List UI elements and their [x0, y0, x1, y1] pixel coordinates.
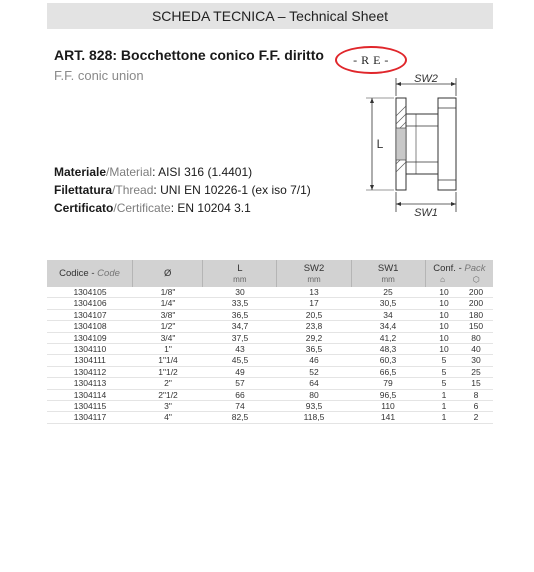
col-conf-label: Conf.: [433, 262, 456, 274]
cell-c2: 80: [471, 332, 481, 343]
spec-material: Materiale/Material: AISI 316 (1.4401): [54, 165, 253, 179]
spec-thread-key-en: Thread: [115, 183, 154, 197]
cell-l: 45,5: [231, 355, 249, 366]
cell-c1: 1: [441, 400, 447, 411]
cell-sw1: 34: [383, 309, 393, 320]
cell-l: 43: [235, 343, 245, 354]
col-l: [202, 260, 276, 287]
cell-sw2: 23,8: [305, 321, 323, 332]
package-icon: ⬡: [472, 274, 480, 284]
cell-c1: 10: [439, 321, 449, 332]
cell-sw2: 80: [309, 389, 319, 400]
col-sw1: [351, 260, 425, 287]
cell-c2: 200: [468, 298, 484, 309]
cell-code: 1304117: [73, 412, 107, 423]
article-subtitle: F.F. conic union: [54, 68, 144, 83]
cell-sw2: 20,5: [305, 309, 323, 320]
cell-c1: 5: [441, 366, 447, 377]
cell-c1: 5: [441, 378, 447, 389]
cell-sw2: 29,2: [305, 332, 323, 343]
spec-certificate: Certificato/Certificate: EN 10204 3.1: [54, 201, 251, 215]
cell-sw2: 64: [309, 378, 319, 389]
table-row: [47, 412, 493, 423]
col-pack-label: Pack: [464, 262, 486, 274]
col-l-unit: mm: [233, 274, 247, 284]
table-row: [47, 355, 493, 366]
cell-sw2: 46: [309, 355, 319, 366]
cell-l: 57: [235, 378, 245, 389]
cell-d: 4": [164, 412, 172, 423]
cell-sw1: 41,2: [379, 332, 397, 343]
col-conf: Conf. - Pack ⌂ ⬡: [425, 260, 493, 287]
cell-code: 1304111: [74, 355, 106, 366]
l-label: L: [376, 137, 384, 151]
cell-d: 3/4": [160, 332, 176, 343]
cell-c1: 10: [439, 287, 449, 297]
cell-sw1: 96,5: [379, 389, 397, 400]
cell-sw1: 30,5: [379, 298, 397, 309]
col-sw1-label: SW1: [377, 262, 399, 274]
cell-l: 33,5: [231, 298, 249, 309]
cell-c2: 8: [473, 389, 479, 400]
cell-l: 36,5: [231, 309, 249, 320]
table-row: [47, 367, 493, 378]
article-title: ART. 828: Bocchettone conico F.F. diritto: [54, 47, 324, 63]
col-sw1-unit: mm: [381, 274, 395, 284]
sheet-title: SCHEDA TECNICA – Technical Sheet: [151, 8, 389, 24]
cell-code: 1304109: [73, 332, 107, 343]
cell-c1: 1: [441, 412, 447, 423]
cell-l: 82,5: [231, 412, 249, 423]
spec-certificate-value: EN 10204 3.1: [177, 201, 251, 215]
cell-l: 37,5: [231, 332, 249, 343]
cell-code: 1304107: [73, 309, 107, 320]
cell-sw2: 17: [309, 298, 319, 309]
cell-l: 34,7: [231, 321, 249, 332]
col-code-label: Codice: [59, 268, 89, 279]
col-diameter-label: Ø: [163, 268, 172, 279]
cell-c2: 40: [471, 343, 481, 354]
cell-code: 1304108: [73, 321, 107, 332]
cell-sw1: 141: [380, 412, 396, 423]
col-code-label-en: Code: [97, 268, 120, 279]
cell-sw1: 60,3: [379, 355, 397, 366]
col-code: Codice - Code: [59, 268, 120, 279]
cell-c2: 2: [473, 412, 479, 423]
box-icon: ⌂: [440, 274, 445, 284]
cell-c2: 15: [471, 378, 481, 389]
cell-d: 1/4": [160, 298, 176, 309]
cell-c2: 30: [471, 355, 481, 366]
cell-d: 2"1/2: [158, 389, 178, 400]
table-row: [47, 378, 493, 389]
cell-c2: 200: [468, 287, 484, 297]
cell-l: 74: [235, 400, 245, 411]
col-sw2-unit: mm: [307, 274, 321, 284]
cell-c1: 10: [439, 309, 449, 320]
spec-material-value: AISI 316 (1.4401): [158, 165, 253, 179]
cell-code: 1304112: [73, 366, 107, 377]
cell-c2: 150: [468, 321, 484, 332]
cell-d: 1": [164, 343, 172, 354]
cell-c2: 6: [473, 400, 479, 411]
spec-thread: Filettatura/Thread: UNI EN 10226-1 (ex iso 7/1): [54, 183, 311, 197]
cell-l: 30: [235, 287, 245, 297]
cell-sw1: 79: [383, 378, 393, 389]
table-row: [47, 287, 493, 298]
table-row: [47, 298, 493, 309]
cell-sw2: 52: [309, 366, 319, 377]
col-diameter: [132, 260, 202, 287]
table-row: [47, 390, 493, 401]
cell-c2: 180: [468, 309, 484, 320]
table-row: [47, 333, 493, 344]
cell-sw1: 34,4: [379, 321, 397, 332]
spec-certificate-key: Certificato: [54, 201, 114, 215]
cell-code: 1304106: [73, 298, 107, 309]
spec-material-key: Materiale: [54, 165, 107, 179]
table-row: [47, 401, 493, 412]
cell-d: 1/8": [160, 287, 176, 297]
col-sw2: [276, 260, 350, 287]
product-table: [47, 260, 493, 424]
cell-c1: 10: [439, 332, 449, 343]
spec-thread-value: UNI EN 10226-1 (ex iso 7/1): [160, 183, 311, 197]
cell-sw2: 36,5: [305, 343, 323, 354]
cell-sw2: 93,5: [305, 400, 323, 411]
cell-sw1: 110: [381, 400, 395, 411]
spec-material-key-en: Material: [109, 165, 153, 179]
table-row: [47, 321, 493, 332]
table-row: [47, 310, 493, 321]
cell-l: 66: [235, 389, 245, 400]
cell-c1: 10: [439, 298, 449, 309]
cell-l: 49: [235, 366, 245, 377]
table-body: [47, 287, 493, 424]
col-sw2-label: SW2: [303, 262, 325, 274]
table-row: [47, 344, 493, 355]
cell-d: 2": [164, 378, 172, 389]
cell-sw2: 118,5: [303, 412, 325, 423]
cell-c1: 5: [441, 355, 447, 366]
spec-thread-key: Filettatura: [54, 183, 113, 197]
cell-sw2: 13: [309, 287, 319, 297]
sw1-label: SW1: [414, 207, 438, 219]
technical-drawing: [352, 70, 492, 220]
cell-code: 1304113: [73, 378, 107, 389]
cell-d: 1"1/4: [158, 355, 178, 366]
cell-code: 1304114: [73, 389, 107, 400]
sheet-header: [47, 3, 493, 29]
cell-sw1: 25: [383, 287, 393, 297]
cell-code: 1304105: [73, 287, 107, 297]
cell-d: 3/8": [160, 309, 176, 320]
cell-sw1: 48,3: [379, 343, 397, 354]
sw2-label: SW2: [414, 73, 438, 85]
cell-d: 1"1/2: [158, 366, 178, 377]
col-l-label: L: [237, 262, 243, 274]
re-badge-label: - R E -: [353, 52, 389, 67]
cell-c1: 10: [439, 343, 449, 354]
cell-code: 1304110: [73, 343, 107, 354]
cell-d: 3": [164, 400, 172, 411]
spec-certificate-key-en: Certificate: [116, 201, 171, 215]
cell-c2: 25: [471, 366, 481, 377]
cell-code: 1304115: [73, 400, 107, 411]
cell-sw1: 66,5: [379, 366, 397, 377]
cell-d: 1/2": [160, 321, 176, 332]
cell-c1: 1: [441, 389, 447, 400]
table-header: [47, 260, 493, 287]
